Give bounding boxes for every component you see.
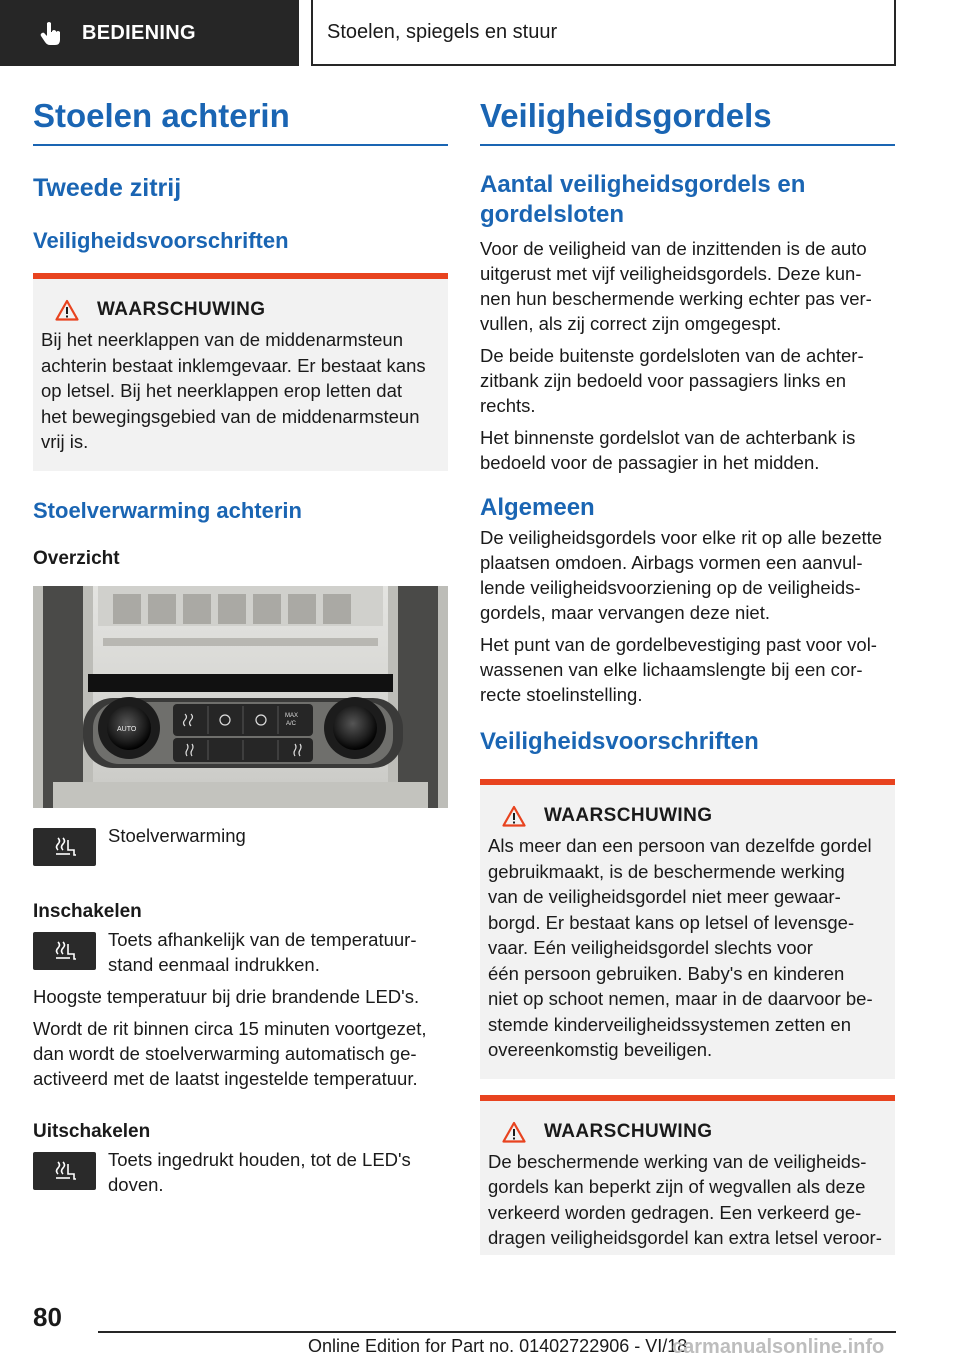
switch-on-step [33, 930, 448, 977]
heading-overview: Overzicht [33, 547, 120, 569]
heading-general: Algemeen [480, 494, 595, 521]
general-text: De veiligheidsgordels voor elke rit op alle bezette plaatsen omdoen. Airbags vormen een aanvul- lende veiligheidsvoorziening op de veiligheids- gordels, maar vervangen deze niet. [480, 527, 883, 623]
heading-switch-on: Inschakelen [33, 900, 142, 922]
right-column [480, 96, 895, 1255]
warning-label: WAARSCHUWING [544, 1120, 713, 1142]
switch-off-step [33, 1150, 448, 1197]
switch-off-text: Toets ingedrukt houden, tot de LED's doven. [108, 1148, 411, 1195]
seat-heating-icon [52, 938, 78, 964]
seat-heating-button-image [33, 828, 96, 866]
footer-edition: Online Edition for Part no. 01402722906 - VI/18 [308, 1336, 688, 1356]
warning-text: Bij het neerklappen van de middenarmsteun achterin bestaat inklemgevaar. Er bestaat kans op letsel. Bij het neerklappen erop letten dat het bewegingsgebied van de middenarmsteun vrij is. [41, 329, 426, 452]
svg-text:AUTO: AUTO [117, 725, 137, 733]
section-tab [0, 0, 299, 66]
warning-triangle-icon [55, 299, 79, 321]
middle-buckle-text: Het binnenste gordelslot van de achterbank is bedoeld voor de passagier in het midden. [480, 427, 856, 473]
heading-belt-count: Aantal veiligheidsgordels en gordelsloten [480, 171, 806, 228]
watermark: carmanualsonline.info [672, 1336, 885, 1358]
seat-heating-icon [52, 834, 78, 860]
warning-label: WAARSCHUWING [97, 299, 266, 320]
footer-rule [98, 1331, 896, 1333]
chapter-title: Stoelen, spiegels en stuur [327, 20, 558, 43]
warning-label: WAARSCHUWING [544, 805, 713, 826]
page-title-left: Stoelen achterin [33, 96, 448, 146]
svg-text:MAX: MAX [285, 712, 299, 719]
climate-panel-photo [33, 586, 448, 808]
page-number: 80 [33, 1302, 62, 1332]
warning-title [502, 1121, 887, 1143]
warning-triangle-icon [502, 805, 526, 827]
belt-count-text: Voor de veiligheid van de inzittenden is de auto uitgerust met vijf veiligheidsgordels. Deze kun- nen hun beschermende werking echter pas ver- vullen, als zij correct zijn omgegespt. [480, 238, 872, 334]
heading-safety-right: Veiligheidsvoorschriften [480, 728, 759, 755]
seat-heating-button-image [33, 932, 96, 970]
outer-buckles-text: De beide buitenste gordelsloten van de achter- zitbank zijn bedoeld voor passagiers links en rechts. [480, 345, 864, 416]
hand-pointer-icon [38, 20, 64, 46]
seat-heating-caption: Stoelverwarming [108, 824, 246, 846]
subtitle-tweede-zitrij: Tweede zitrij [33, 174, 182, 202]
left-column [33, 96, 448, 1197]
max-temp-text: Hoogste temperatuur bij drie brandende LED's. [33, 985, 420, 1007]
warning-box-worn-incorrectly [480, 1095, 895, 1255]
warning-text: Als meer dan een persoon van dezelfde gordel gebruikmaakt, is de beschermende werking van de veiligheidsgordel niet meer gewaar- borgd. Er bestaat kans op letsel of levensge- vaar. Eén veiligheidsgordel slechts voor één persoon gebruiken. Baby's en kinderen niet op schoot nemen, maar in de daarvoor be- stemde kinderveiligheidssystemen zetten en overeenkomstig beveiligen. [488, 835, 873, 1060]
belt-fit-text: Het punt van de gordelbevestiging past voor vol- wassenen van elke lichaamslengte bij een cor- recte stoelinstelling. [480, 634, 877, 705]
switch-on-text: Toets afhankelijk van de temperatuur- stand eenmaal indrukken. [108, 928, 417, 975]
warning-title [502, 805, 887, 827]
warning-box-shared-belt [480, 779, 895, 1079]
svg-text:A/C: A/C [286, 720, 297, 727]
warning-title [55, 299, 440, 321]
warning-triangle-icon [502, 1121, 526, 1143]
seat-heating-icon [52, 1158, 78, 1184]
warning-box-armrest [33, 273, 448, 471]
seat-heating-button-image [33, 1152, 96, 1190]
heading-switch-off: Uitschakelen [33, 1120, 151, 1142]
page-title-right: Veiligheidsgordels [480, 96, 895, 146]
seat-heating-legend [33, 826, 448, 866]
auto-reactivate-text: Wordt de rit binnen circa 15 minuten voortgezet, dan wordt de stoelverwarming automatisch ge- activeerd met de laatst ingestelde temperatuur. [33, 1017, 427, 1089]
chapter-tab [311, 0, 896, 66]
warning-text: De beschermende werking van de veiligheids- gordels kan beperkt zijn of wegvallen als deze verkeerd worden gedragen. Een verkeerd ge- dragen veiligheidsgordel kan extra letsel veroor- [488, 1150, 882, 1248]
section-title: BEDIENING [82, 21, 196, 44]
heading-safety-left: Veiligheidsvoorschriften [33, 228, 289, 253]
heading-seat-heating: Stoelverwarming achterin [33, 497, 302, 523]
